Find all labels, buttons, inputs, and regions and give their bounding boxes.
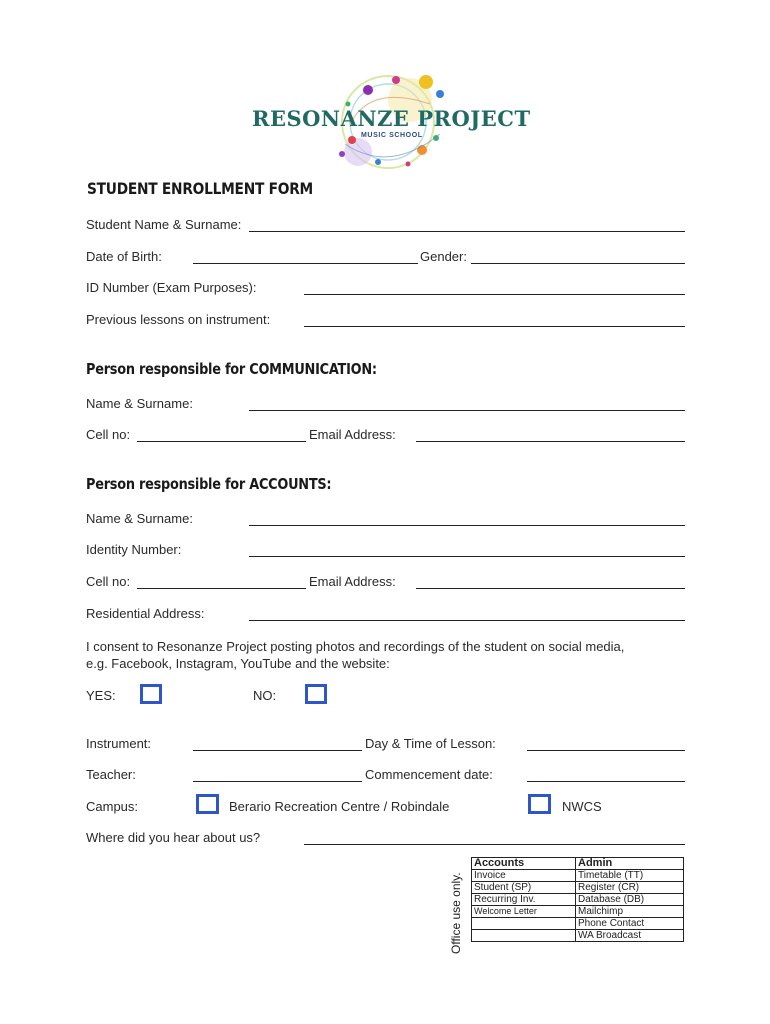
office-admin-item: Phone Contact	[576, 918, 684, 930]
campus-option2-label: NWCS	[562, 799, 602, 814]
consent-yes-label: YES:	[86, 688, 116, 703]
office-admin-item: Timetable (TT)	[576, 870, 684, 882]
consent-yes-checkbox[interactable]	[140, 684, 162, 704]
instrument-label: Instrument:	[86, 736, 152, 751]
acc-email-label: Email Address:	[309, 574, 396, 589]
office-admin-item: Register (CR)	[576, 882, 684, 894]
campus-label: Campus:	[86, 799, 139, 814]
office-admin-item: Mailchimp	[576, 906, 684, 918]
acc-name-label: Name & Surname:	[86, 511, 193, 526]
acc-identity-field[interactable]	[249, 556, 685, 557]
office-accounts-item: Welcome Letter	[472, 906, 576, 918]
consent-text-line2: e.g. Facebook, Instagram, YouTube and the website:	[86, 656, 390, 671]
day-time-field[interactable]	[527, 750, 685, 751]
gender-field[interactable]	[471, 263, 685, 264]
acc-address-field[interactable]	[249, 620, 685, 621]
office-accounts-item: Recurring Inv.	[472, 894, 576, 906]
acc-email-field[interactable]	[416, 588, 685, 589]
office-accounts-item	[472, 918, 576, 930]
teacher-label: Teacher:	[86, 767, 136, 782]
consent-text-line1: I consent to Resonanze Project posting photos and recordings of the student on social media,	[86, 639, 625, 654]
office-admin-item: WA Broadcast	[576, 930, 684, 942]
day-time-label: Day & Time of Lesson:	[365, 736, 496, 751]
comm-cell-label: Cell no:	[86, 427, 131, 442]
office-accounts-item	[472, 930, 576, 942]
dob-field[interactable]	[193, 263, 418, 264]
comm-email-label: Email Address:	[309, 427, 396, 442]
office-admin-item: Database (DB)	[576, 894, 684, 906]
student-name-label: Student Name & Surname:	[86, 217, 242, 232]
comm-email-field[interactable]	[416, 441, 685, 442]
acc-identity-label: Identity Number:	[86, 542, 182, 557]
office-use-label: Office use only.	[449, 872, 463, 954]
acc-name-field[interactable]	[249, 525, 685, 526]
communication-heading: Person responsible for COMMUNICATION:	[86, 360, 377, 378]
office-admin-header: Admin	[576, 858, 684, 870]
previous-lessons-field[interactable]	[304, 326, 685, 327]
id-number-label: ID Number (Exam Purposes):	[86, 280, 257, 295]
hear-about-field[interactable]	[304, 844, 685, 845]
campus-option2-checkbox[interactable]	[528, 794, 551, 814]
campus-option1-checkbox[interactable]	[196, 794, 219, 814]
gender-label: Gender:	[420, 249, 467, 264]
office-accounts-item: Student (SP)	[472, 882, 576, 894]
form-title: STUDENT ENROLLMENT FORM	[87, 179, 313, 198]
acc-cell-field[interactable]	[137, 588, 306, 589]
office-use-table	[471, 857, 684, 942]
logo-subtitle: MUSIC SCHOOL	[361, 132, 423, 139]
teacher-field[interactable]	[193, 781, 362, 782]
id-number-field[interactable]	[304, 294, 685, 295]
consent-no-checkbox[interactable]	[305, 684, 327, 704]
commencement-field[interactable]	[527, 781, 685, 782]
dob-label: Date of Birth:	[86, 249, 162, 264]
hear-about-label: Where did you hear about us?	[86, 830, 261, 845]
commencement-label: Commencement date:	[365, 767, 493, 782]
comm-cell-field[interactable]	[137, 441, 306, 442]
student-name-field[interactable]	[249, 231, 685, 232]
logo-title: RESONANZE PROJECT	[252, 106, 531, 131]
comm-name-field[interactable]	[249, 410, 685, 411]
acc-address-label: Residential Address:	[86, 606, 205, 621]
instrument-field[interactable]	[193, 750, 362, 751]
consent-no-label: NO:	[253, 688, 277, 703]
comm-name-label: Name & Surname:	[86, 396, 193, 411]
office-accounts-item: Invoice	[472, 870, 576, 882]
office-accounts-header: Accounts	[472, 858, 576, 870]
accounts-heading: Person responsible for ACCOUNTS:	[86, 475, 332, 493]
previous-lessons-label: Previous lessons on instrument:	[86, 312, 271, 327]
campus-option1-label: Berario Recreation Centre / Robindale	[229, 799, 450, 814]
acc-cell-label: Cell no:	[86, 574, 131, 589]
